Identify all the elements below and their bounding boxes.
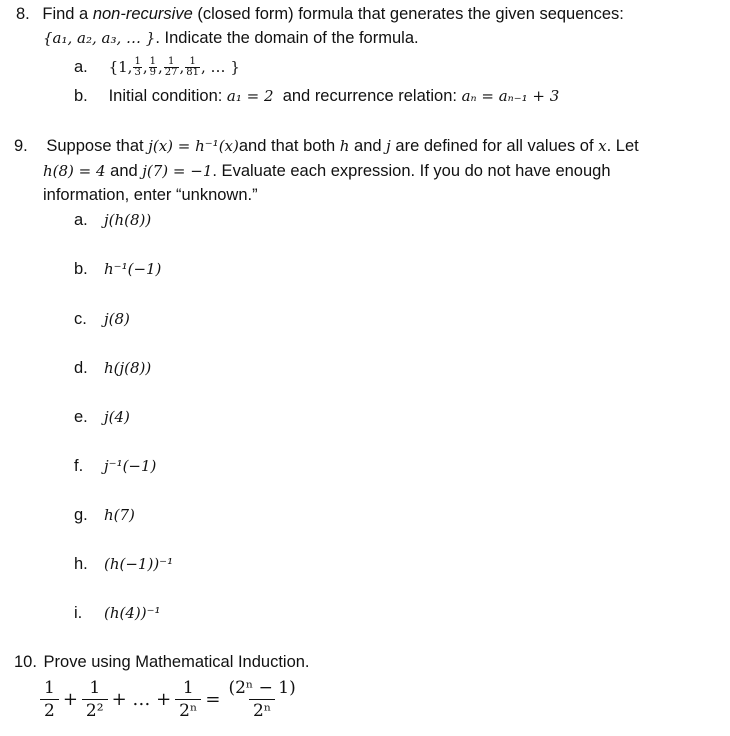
- q9-item-i: i. (h(4))⁻¹: [74, 604, 161, 622]
- q8-text-pre: Find a: [42, 5, 93, 23]
- q10-frac-3: $\frac{1}{\text{2ⁿ}}$: [175, 677, 201, 722]
- q8-line2: [43, 28, 419, 48]
- q8-part-b: [74, 86, 559, 106]
- q9-item-d: d. h(j(8)): [74, 359, 152, 377]
- q9-math-j7: j(7) = −1: [142, 162, 213, 180]
- q8-part-a: a. {1, $\frac{1}{3}$ , $\frac{1}{9}$ , $\frac{1}{27}$ , $\frac{1}{81}$ , … }: [74, 52, 240, 82]
- q8-a-frac-3: $\frac{1}{27}$: [164, 56, 178, 79]
- q9-expr: (h(−1))⁻¹: [104, 555, 174, 573]
- q10-frac-4: $\frac{\text{(2ⁿ − 1)}}{\text{2ⁿ}}$: [228, 678, 296, 722]
- q9-item-g: g. h(7): [74, 506, 135, 524]
- q8-b-text1: Initial condition:: [108, 87, 227, 105]
- q9-expr: h(j(8)): [104, 359, 152, 377]
- q8-set-notation: {a₁, a₂, a₃, … }: [43, 29, 156, 47]
- q9-expr: j⁻¹(−1): [104, 457, 157, 475]
- q9-text-pre: Suppose that: [46, 137, 149, 155]
- q9-line2: h(8) = 4 and j(7) = −1. Evaluate each expression. If you do not have enough: [43, 162, 611, 180]
- q10-frac-1: $\frac{1}{2}$: [40, 677, 59, 722]
- q10-equals: =: [205, 688, 221, 710]
- q9-math-def: j(x) = h⁻¹(x): [148, 137, 239, 155]
- q10-formula: [38, 674, 302, 725]
- q9-item-b: b. h⁻¹(−1): [74, 260, 162, 278]
- q9-x: x: [598, 137, 607, 155]
- q9-item-f: f. j⁻¹(−1): [74, 457, 157, 475]
- q10-line1: [14, 652, 310, 672]
- q8-b-math1: a₁ = 2: [226, 87, 274, 105]
- q9-item-a: a. j(h(8)): [74, 211, 152, 229]
- q8-text-post: (closed form) formula that generates the given sequences:: [192, 5, 624, 23]
- q8-a-frac-2: $\frac{1}{9}$: [149, 56, 156, 79]
- q8-b-text2: and recurrence relation:: [273, 87, 462, 105]
- q8-a-frac-4: $\frac{1}{81}$: [186, 56, 200, 79]
- q8-b-label: b.: [74, 87, 88, 105]
- q9-math-h8: h(8) = 4: [43, 162, 106, 180]
- q9-expr: h(7): [104, 506, 135, 524]
- q8-number: 8.: [16, 5, 30, 23]
- q8-line1: [16, 4, 624, 24]
- q8-text-em: non-recursive: [92, 5, 193, 23]
- q10-frac-2: $\frac{1}{\text{2²}}$: [82, 677, 108, 722]
- q9-item-c: c. j(8): [74, 310, 130, 328]
- q9-text-post: . Evaluate each expression. If you do not have enough: [212, 162, 611, 180]
- q8-a-frac-1: $\frac{1}{3}$: [134, 56, 141, 79]
- q9-item-e: e. j(4): [74, 408, 130, 426]
- q9-expr: (h(4))⁻¹: [104, 604, 161, 622]
- q9-j: j: [386, 137, 391, 155]
- q9-line3: [43, 185, 258, 205]
- q9-text-info: information, enter “unknown.”: [43, 186, 258, 204]
- q9-h: h: [339, 137, 350, 155]
- q9-expr: j(h(8)): [104, 211, 152, 229]
- q10-text: Prove using Mathematical Induction.: [43, 653, 310, 671]
- q9-expr: j(8): [104, 310, 130, 328]
- q9-expr: j(4): [104, 408, 130, 426]
- q10-plus: +: [62, 688, 78, 710]
- q10-dots: + … +: [111, 688, 172, 710]
- q9-text-mid: and that both: [238, 137, 340, 155]
- q9-line1: 9. Suppose that j(x) = h⁻¹(x)and that both h and j are defined for all values of x. Let: [14, 137, 639, 155]
- q10-number: 10.: [14, 653, 37, 671]
- q8-b-math2: aₙ = aₙ₋₁ + 3: [461, 87, 560, 105]
- q8-a-close: , … }: [201, 58, 240, 76]
- q9-expr: h⁻¹(−1): [104, 260, 162, 278]
- q8-a-label: a.: [74, 58, 88, 76]
- q8-a-open: {1,: [108, 58, 133, 76]
- q9-number: 9.: [14, 137, 28, 155]
- q8-domain-text: . Indicate the domain of the formula.: [155, 29, 419, 47]
- q9-item-h: h. (h(−1))⁻¹: [74, 555, 174, 573]
